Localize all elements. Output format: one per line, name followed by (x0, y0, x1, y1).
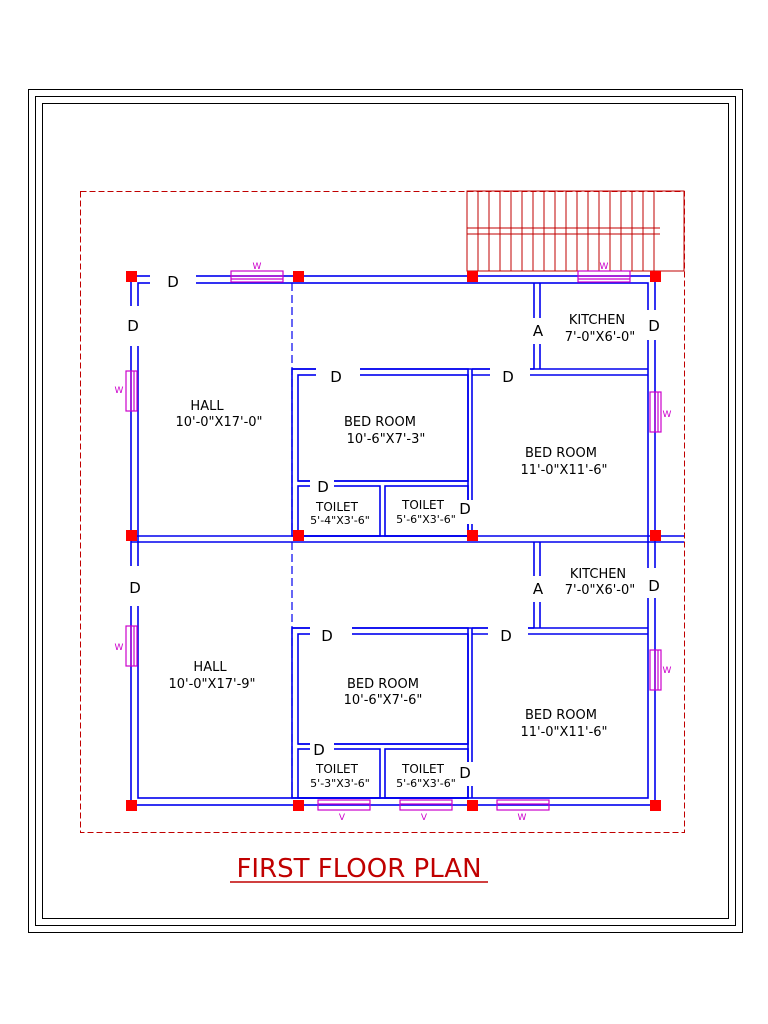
window-right-bed-bottom (650, 650, 661, 690)
window-left-hall-bottom (126, 626, 137, 666)
door-mark: D (321, 627, 333, 645)
ventilator-mark: V (338, 813, 346, 823)
room-name-bed-top-mid: BED ROOM (344, 415, 416, 430)
room-size-toilet-top-left: 5'-4"X3'-6" (310, 514, 370, 527)
door-mark: D (317, 478, 329, 496)
room-name-hall-top: HALL (190, 399, 224, 414)
door-mark: D (313, 741, 325, 759)
room-name-hall-bottom: HALL (193, 660, 227, 675)
window-mark: W (114, 386, 124, 396)
room-name-toilet-top-left: TOILET (316, 500, 358, 514)
door-mark: D (459, 500, 471, 518)
door-mark: D (502, 368, 514, 386)
arch-mark: A (532, 580, 544, 598)
door-mark: D (167, 273, 179, 291)
door-mark: D (459, 764, 471, 782)
room-name-toilet-bottom-left: TOILET (316, 762, 358, 776)
room-name-bed-bottom-right: BED ROOM (525, 708, 597, 723)
room-size-toilet-top-right: 5'-6"X3'-6" (396, 513, 456, 526)
door-mark: D (129, 579, 141, 597)
room-name-kitchen-top: KITCHEN (568, 313, 626, 328)
door-mark: D (648, 577, 660, 595)
arch-mark: A (532, 322, 544, 340)
window-top-hall (231, 271, 283, 282)
window-mark: W (252, 262, 262, 272)
room-name-toilet-top-right: TOILET (402, 498, 444, 512)
room-size-hall-bottom: 10'-0"X17'-9" (168, 677, 256, 692)
window-mark: W (599, 262, 609, 272)
room-name-bed-bottom-mid: BED ROOM (347, 677, 419, 692)
room-name-bed-top-right: BED ROOM (525, 446, 597, 461)
window-right-bed-top (650, 392, 661, 432)
room-name-kitchen-bottom: KITCHEN (569, 567, 627, 582)
plan-title: FIRST FLOOR PLAN (236, 854, 482, 884)
room-size-bed-top-right: 11'-0"X11'-6" (520, 463, 608, 478)
room-size-bed-bottom-mid: 10'-6"X7'-6" (343, 693, 423, 708)
window-mark: W (662, 666, 672, 676)
room-size-bed-bottom-right: 11'-0"X11'-6" (520, 725, 608, 740)
window-left-hall-top (126, 371, 137, 411)
door-mark: D (127, 317, 139, 335)
room-size-toilet-bottom-left: 5'-3"X3'-6" (310, 777, 370, 790)
door-mark: D (500, 627, 512, 645)
door-mark: D (330, 368, 342, 386)
door-mark: D (648, 317, 660, 335)
room-size-hall-top: 10'-0"X17'-0" (175, 415, 263, 430)
window-mark: W (662, 410, 672, 420)
room-size-toilet-bottom-right: 5'-6"X3'-6" (396, 777, 456, 790)
room-size-kitchen-top: 7'-0"X6'-0" (564, 330, 636, 345)
window-top-kitchen (578, 271, 630, 282)
room-size-bed-top-mid: 10'-6"X7'-3" (346, 432, 426, 447)
ventilator-mark: V (420, 813, 428, 823)
room-name-toilet-bottom-right: TOILET (402, 762, 444, 776)
window-mark: W (114, 643, 124, 653)
window-mark: W (517, 813, 527, 823)
room-size-kitchen-bottom: 7'-0"X6'-0" (564, 583, 636, 598)
staircase (467, 191, 684, 271)
